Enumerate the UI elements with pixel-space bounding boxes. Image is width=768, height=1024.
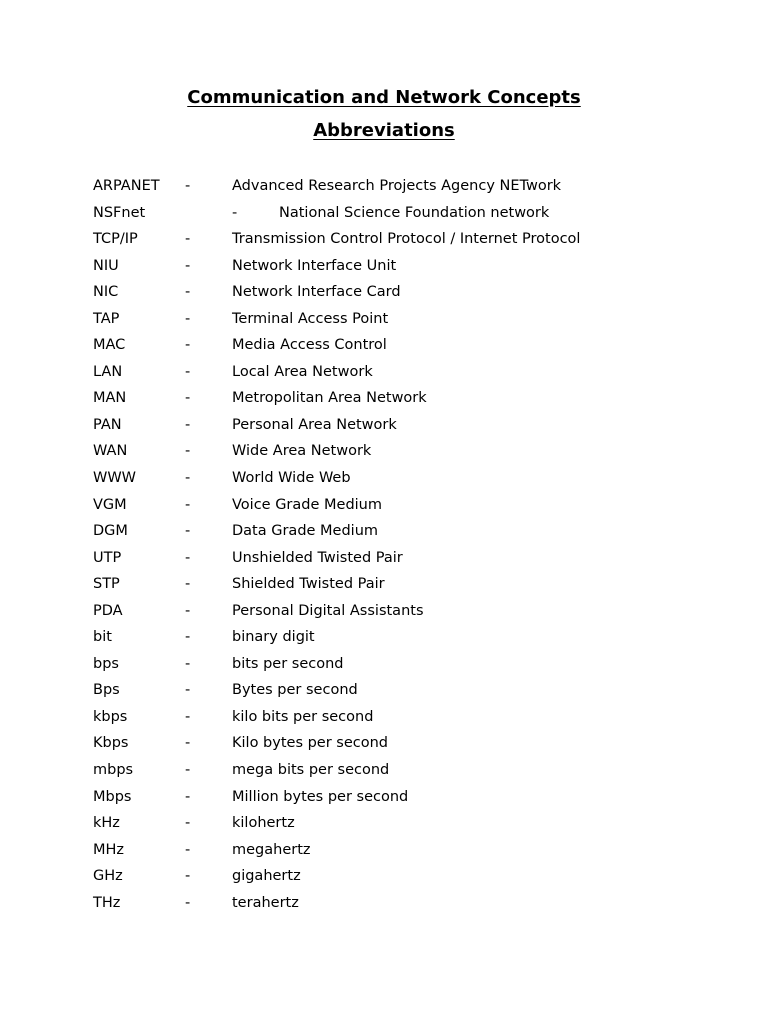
abbreviation-separator: - [185,788,191,805]
abbreviation-row [0,548,768,575]
abbreviation-term: LAN [93,363,123,380]
abbreviation-row [0,601,768,628]
abbreviation-row [0,176,768,203]
abbreviation-meaning: terahertz [232,894,299,911]
abbreviation-row [0,733,768,760]
abbreviation-separator: - [185,576,191,593]
abbreviation-row [0,893,768,920]
abbreviation-term: kbps [93,708,128,725]
abbreviation-term: NSFnet [93,204,146,221]
abbreviation-meaning: Shielded Twisted Pair [232,576,385,593]
abbreviation-row [0,680,768,707]
abbreviation-separator: - [185,496,191,513]
abbreviation-row [0,309,768,336]
abbreviation-meaning: Personal Digital Assistants [232,602,424,619]
abbreviation-separator: - [185,257,191,274]
abbreviation-term: MHz [93,841,125,858]
abbreviation-separator: - [185,762,191,779]
abbreviation-row [0,282,768,309]
abbreviation-term: PDA [93,602,123,619]
abbreviation-row [0,362,768,389]
abbreviation-separator: - [185,682,191,699]
abbreviation-meaning: Terminal Access Point [232,310,389,327]
abbreviation-term: NIC [93,284,119,301]
abbreviation-term: THz [93,894,121,911]
abbreviation-row [0,707,768,734]
abbreviation-separator: - [185,841,191,858]
abbreviation-separator: - [185,310,191,327]
abbreviation-list [0,176,768,919]
abbreviation-term: mbps [93,762,134,779]
abbreviation-separator: - [185,416,191,433]
abbreviation-separator: - [185,443,191,460]
abbreviation-separator: - [185,523,191,540]
abbreviation-meaning: gigahertz [232,868,301,885]
abbreviation-separator: - [185,549,191,566]
abbreviation-separator: - [185,868,191,885]
abbreviation-term: ARPANET [93,178,160,194]
abbreviation-meaning: binary digit [232,629,315,646]
abbreviation-meaning: Voice Grade Medium [232,496,382,513]
abbreviation-row [0,866,768,893]
abbreviation-meaning: Metropolitan Area Network [232,390,427,407]
abbreviation-meaning: Media Access Control [232,337,387,354]
abbreviation-term: UTP [93,549,122,566]
abbreviation-row [0,495,768,522]
abbreviation-term: TAP [93,310,120,327]
abbreviation-row [0,468,768,495]
abbreviation-term: WAN [93,443,128,460]
abbreviation-term: DGM [93,523,128,540]
abbreviation-meaning: bits per second [232,655,344,672]
abbreviation-separator: - [185,735,191,752]
abbreviation-term: MAC [93,337,126,354]
abbreviation-separator: - [185,655,191,672]
abbreviation-term: MAN [93,390,127,407]
abbreviation-term: TCP/IP [93,231,138,248]
abbreviation-row [0,654,768,681]
abbreviation-meaning: Network Interface Card [232,284,401,301]
abbreviation-separator: - [185,629,191,646]
abbreviation-row [0,415,768,442]
abbreviation-term: kHz [93,815,120,832]
abbreviation-row [0,388,768,415]
abbreviation-row [0,229,768,256]
page-title: Communication and Network Concepts [187,87,581,108]
abbreviation-separator: - [185,602,191,619]
abbreviation-separator: - [185,470,191,487]
abbreviation-meaning: Network Interface Unit [232,257,397,274]
abbreviation-meaning: megahertz [232,841,311,858]
abbreviation-term: GHz [93,868,123,885]
abbreviation-term: Bps [93,682,120,699]
abbreviation-meaning: Transmission Control Protocol / Internet Protocol [232,231,581,248]
abbreviation-separator: - [185,894,191,911]
abbreviation-meaning: Data Grade Medium [232,523,379,540]
abbreviation-row [0,441,768,468]
abbreviation-term: Kbps [93,735,129,752]
abbreviation-term: bps [93,655,119,672]
abbreviation-meaning: kilo bits per second [232,708,374,725]
page-subtitle: Abbreviations [313,120,455,141]
abbreviation-separator: - [185,815,191,832]
abbreviation-term: STP [93,576,120,593]
abbreviation-meaning: Kilo bytes per second [232,735,389,752]
abbreviation-row [0,840,768,867]
abbreviation-term: VGM [93,496,127,513]
abbreviation-meaning: mega bits per second [232,762,390,779]
abbreviation-meaning: National Science Foundation network [279,204,550,221]
abbreviation-meaning: Personal Area Network [232,416,397,433]
abbreviation-row [0,787,768,814]
abbreviation-meaning: Advanced Research Projects Agency NETwork [232,178,562,194]
abbreviation-separator: - [185,390,191,407]
abbreviation-term: Mbps [93,788,132,805]
abbreviation-row [0,813,768,840]
abbreviation-meaning: Million bytes per second [232,788,409,805]
abbreviation-separator: - [185,178,191,194]
abbreviation-meaning: Bytes per second [232,682,358,699]
abbreviation-term: WWW [93,470,137,487]
abbreviation-term: bit [93,629,112,646]
abbreviation-row [0,521,768,548]
abbreviation-meaning: Unshielded Twisted Pair [232,549,403,566]
abbreviation-separator: - [185,284,191,301]
abbreviation-row [0,574,768,601]
abbreviation-row [0,335,768,362]
abbreviation-meaning: World Wide Web [232,470,351,487]
abbreviation-term: NIU [93,257,119,274]
abbreviation-row [0,627,768,654]
abbreviation-row [0,203,768,230]
abbreviation-separator: - [185,337,191,354]
abbreviation-term: PAN [93,416,122,433]
abbreviation-separator: - [185,363,191,380]
abbreviation-meaning: Wide Area Network [232,443,372,460]
abbreviation-separator: - [185,231,191,248]
abbreviation-row [0,256,768,283]
abbreviation-meaning: kilohertz [232,815,295,832]
abbreviation-separator: - [232,204,238,221]
abbreviation-meaning: Local Area Network [232,363,373,380]
abbreviation-separator: - [185,708,191,725]
abbreviation-row [0,760,768,787]
